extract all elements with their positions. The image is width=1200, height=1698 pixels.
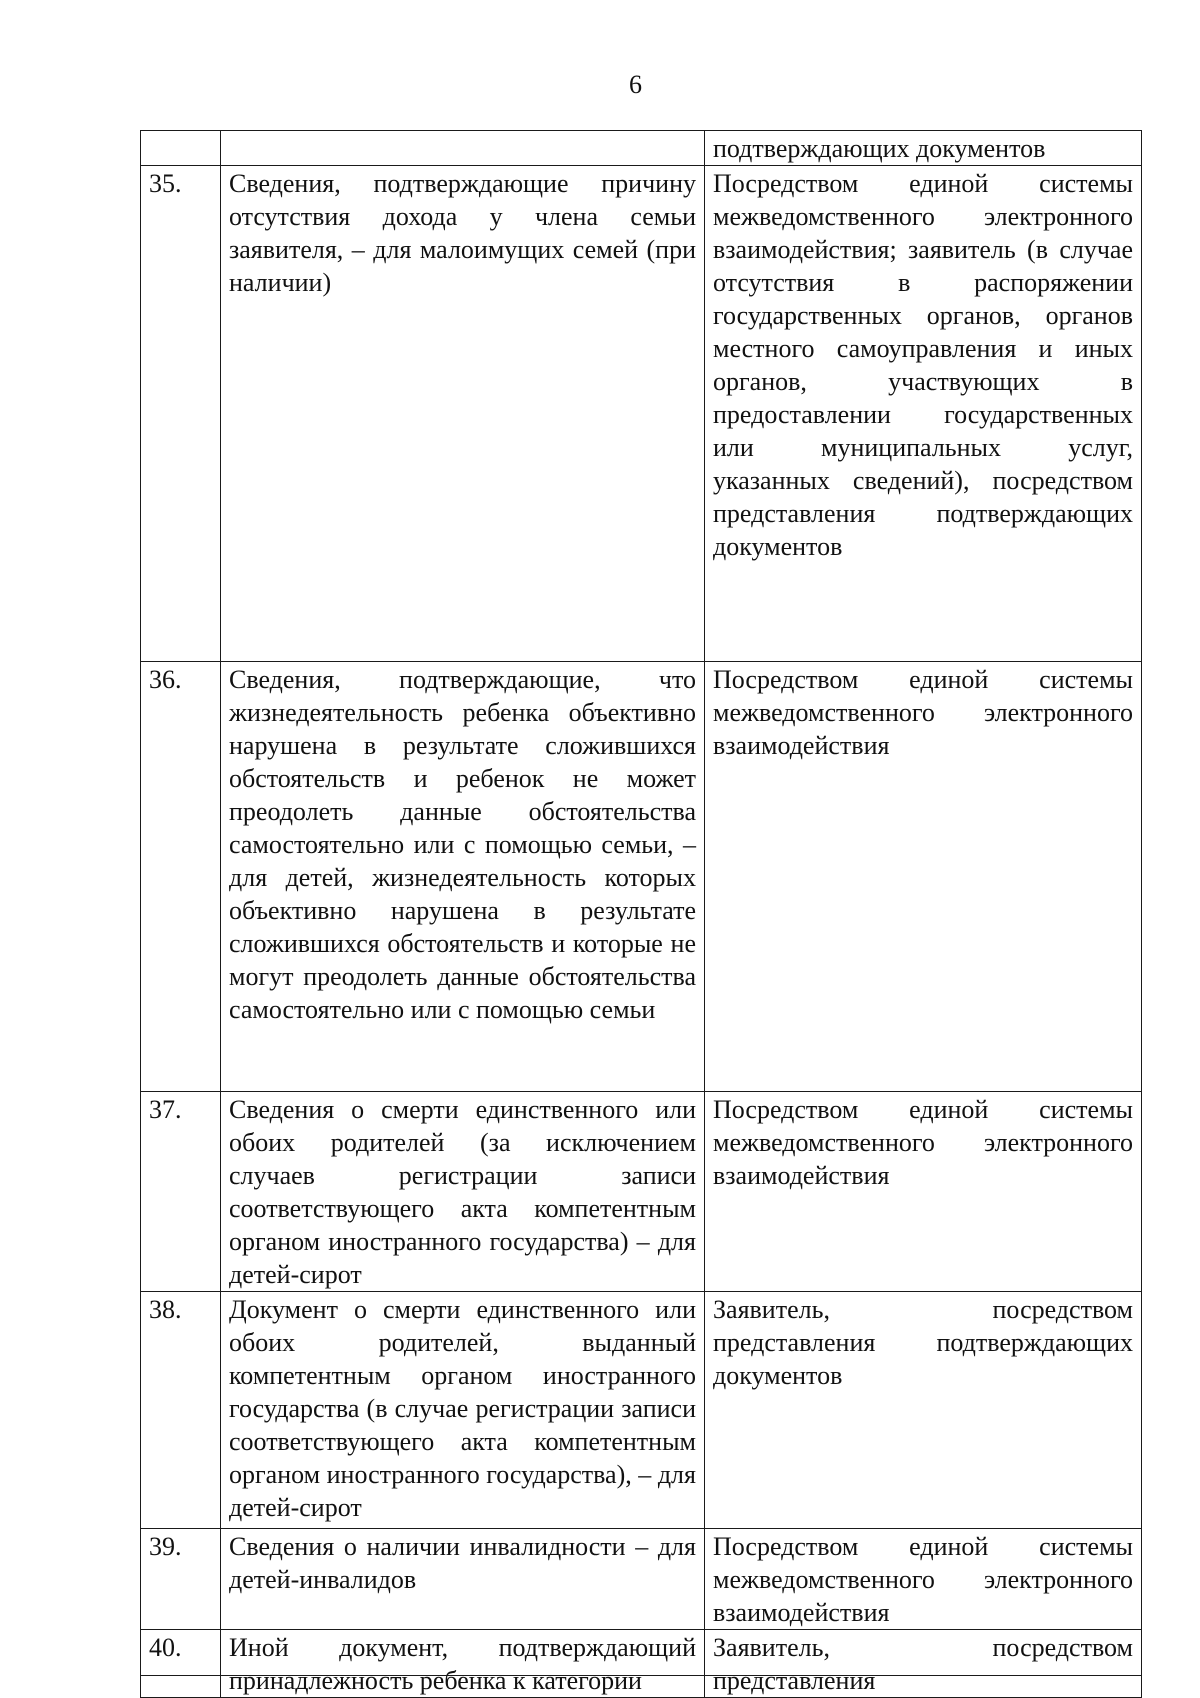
row-number: 37.	[141, 1092, 221, 1292]
document-cell: Иной документ, подтверждающий принадлежность ребенка к категории	[221, 1630, 705, 1698]
table-row	[141, 166, 1142, 662]
source-cell: Посредством единой системы межведомственного электронного взаимодействия	[705, 662, 1142, 1092]
table-row	[141, 662, 1142, 1092]
table-row	[141, 131, 1142, 166]
documents-table	[140, 130, 1142, 1698]
table-row	[141, 1529, 1142, 1630]
source-cell: Посредством единой системы межведомственного электронного взаимодействия	[705, 1092, 1142, 1292]
row-number	[141, 131, 221, 166]
document-cell: Сведения о смерти единственного или обоих родителей (за исключением случаев регистрации записи соответствующего акта компетентным органом иностранного государства) – для детей-сирот	[221, 1092, 705, 1292]
source-cell: Посредством единой системы межведомственного электронного взаимодействия; заявитель (в случае отсутствия в распоряжении государственных органов, органов местного самоуправления и иных органов, участвующих в предоставлении государственных или муниципальных услуг, указанных сведений), посредством представления подтверждающих документов	[705, 166, 1142, 662]
source-cell: подтверждающих документов	[705, 131, 1142, 166]
table-bottom-rule	[140, 1675, 1141, 1676]
table-row	[141, 1292, 1142, 1529]
row-number: 35.	[141, 166, 221, 662]
row-number: 38.	[141, 1292, 221, 1529]
source-cell: Посредством единой системы межведомственного электронного взаимодействия	[705, 1529, 1142, 1630]
table-row	[141, 1092, 1142, 1292]
document-cell: Сведения о наличии инвалидности – для детей-инвалидов	[221, 1529, 705, 1630]
row-number: 40.	[141, 1630, 221, 1698]
table-row	[141, 1630, 1142, 1698]
document-cell: Документ о смерти единственного или обоих родителей, выданный компетентным органом иностранного государства (в случае регистрации записи соответствующего акта компетентным органом иностранного государства), – для детей-сирот	[221, 1292, 705, 1529]
row-number: 39.	[141, 1529, 221, 1630]
document-cell: Сведения, подтверждающие, что жизнедеятельность ребенка объективно нарушена в результате сложившихся обстоятельств и ребенок не может преодолеть данные обстоятельства самостоятельно или с помощью семьи, – для детей, жизнедеятельность которых объективно нарушена в результате сложившихся обстоятельств и которые не могут преодолеть данные обстоятельства самостоятельно или с помощью семьи	[221, 662, 705, 1092]
document-cell	[221, 131, 705, 166]
row-number: 36.	[141, 662, 221, 1092]
source-cell: Заявитель, посредством представления подтверждающих документов	[705, 1292, 1142, 1529]
source-cell: Заявитель, посредством представления	[705, 1630, 1142, 1698]
document-cell: Сведения, подтверждающие причину отсутствия дохода у члена семьи заявителя, – для малоимущих семей (при наличии)	[221, 166, 705, 662]
page-number: 6	[629, 70, 642, 99]
